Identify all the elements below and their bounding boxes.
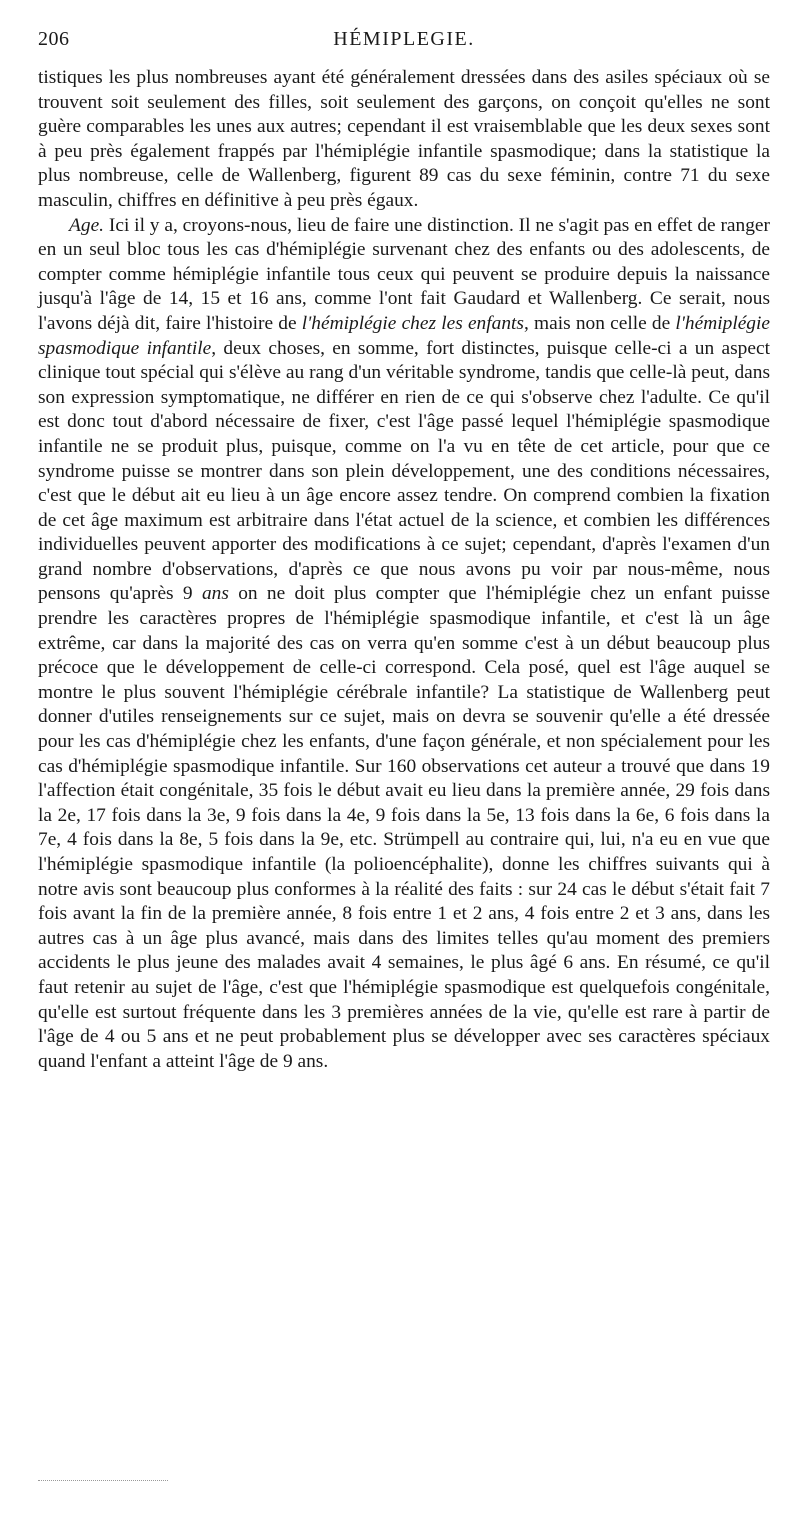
paragraph-sex-statistics: tistiques les plus nombreuses ayant été généralement dressées dans des asiles spéciaux où se trouvent soit seulement des filles, soit seulement des garçons, on conçoit qu'elles ne sont guère comparables les unes aux autres; cependant il est vraisemblable que les deux sexes sont à peu près également frappés par l'hémiplégie infantile spasmodique; dans la statistique la plus nombreuse, celle de Wallenberg, figurent 89 cas du sexe féminin, contre 71 du sexe masculin, chiffres en définitive à peu près égaux. [38, 67, 770, 211]
italic-word-ans: ans [201, 583, 229, 605]
italic-phrase-hemiplegie-spasmodique: l'hémiplégie spasmodique infantile [38, 312, 770, 359]
page-header [38, 28, 770, 54]
page-body [38, 66, 770, 1074]
italic-phrase-hemiplegie-enfants: l'hémiplégie chez les enfants [301, 312, 524, 334]
paragraph-age-text-3: , deux choses, en somme, fort distinctes, puisque celle-ci a un aspect clinique tout spécial qui s'élève au rang d'un véritable syndrome, tandis que celle-là peut, dans son expression symptomatique, ne différer en rien de ce qui s'observe chez l'adulte. Ce qu'il est donc tout d'abord nécessaire de fixer, c'est l'âge passé lequel l'hémiplégie spasmodique infantile ne se produit plus, puisque, comme on l'a vu en tête de cet article, pour que ce syndrome puisse se montrer dans son plein développement, une des conditions nécessaires, c'est que le début ait eu lieu à un âge encore assez tendre. On comprend combien la fixation de cet âge maximum est arbitraire dans l'état actuel de la science, et combien les différences individuelles peuvent apporter des modifications à ce sujet; cependant, d'après l'examen d'un grand nombre d'observations, d'après ce que nous avons pu voir par nous-même, nous pensons qu'après 9 [38, 337, 770, 605]
page-number: 206 [38, 28, 70, 50]
paragraph-age-text-2: , mais non celle de [523, 312, 676, 334]
paragraph-age [38, 214, 770, 1075]
footer-rule [38, 1480, 168, 1481]
section-heading-age: Age. [69, 214, 105, 236]
paragraph-age-text-1: Ici il y a, croyons-nous, lieu de faire une distinction. Il ne s'agit pas en effet de ranger en un seul bloc tous les cas d'hémiplégie survenant chez des enfants ou des adolescents, de compter comme hémiplégie infantile tous ceux qui peuvent se produire depuis la naissance jusqu'à l'âge de 14, 15 et 16 ans, comme l'ont fait Gaudard et Wallenberg. Ce serait, nous l'avons déjà dit, faire l'histoire de [38, 214, 770, 334]
paragraph-age-text-4: on ne doit plus compter que l'hémiplégie chez un enfant puisse prendre les caractères propres de l'hémiplégie spasmodique infantile, et c'est là un âge extrême, car dans la majorité des cas on verra qu'en somme c'est à un début beaucoup plus précoce que le développement de celle-ci correspond. Cela posé, quel est l'âge auquel se montre le plus souvent l'hémiplégie cérébrale infantile? La statistique de Wallenberg peut donner d'utiles renseignements sur ce sujet, mais on devra se souvenir qu'elle a été dressée pour les cas d'hémiplégie chez les enfants, d'une façon générale, et non spécialement pour les cas d'hémiplégie spasmodique infantile. Sur 160 observations cet auteur a trouvé que dans 19 l'affection était congénitale, 35 fois le début avait eu lieu dans la première année, 29 fois dans la 2e, 17 fois dans la 3e, 9 fois dans la 4e, 9 fois dans la 5e, 13 fois dans la 6e, 6 fois dans la 7e, 4 fois dans la 8e, 5 fois dans la 9e, etc. Strümpell au contraire qui, lui, n'a eu en vue que l'hémiplégie spasmodique infantile (la polioencéphalite), donne les chiffres suivants qui à notre avis sont beaucoup plus conformes à la réalité des faits : sur 24 cas le début s'était fait 7 fois avant la fin de la première année, 8 fois entre 1 et 2 ans, 4 fois entre 2 et 3 ans, dans les autres cas à un âge plus avancé, mais dans des limites telles qu'au moment des premiers accidents le plus jeune des malades avait 4 semaines, le plus âgé 6 ans. En résumé, ce qu'il faut retenir au sujet de l'âge, c'est que l'hémiplégie spasmodique est quelquefois congénitale, qu'elle est surtout fréquente dans les 3 premières années de la vie, qu'elle est rare à partir de l'âge de 4 ou 5 ans et ne peut probablement plus se développer avec ses caractères spéciaux quand l'enfant a atteint l'âge de 9 ans. [38, 583, 770, 1072]
running-title: HÉMIPLEGIE. [333, 28, 475, 50]
